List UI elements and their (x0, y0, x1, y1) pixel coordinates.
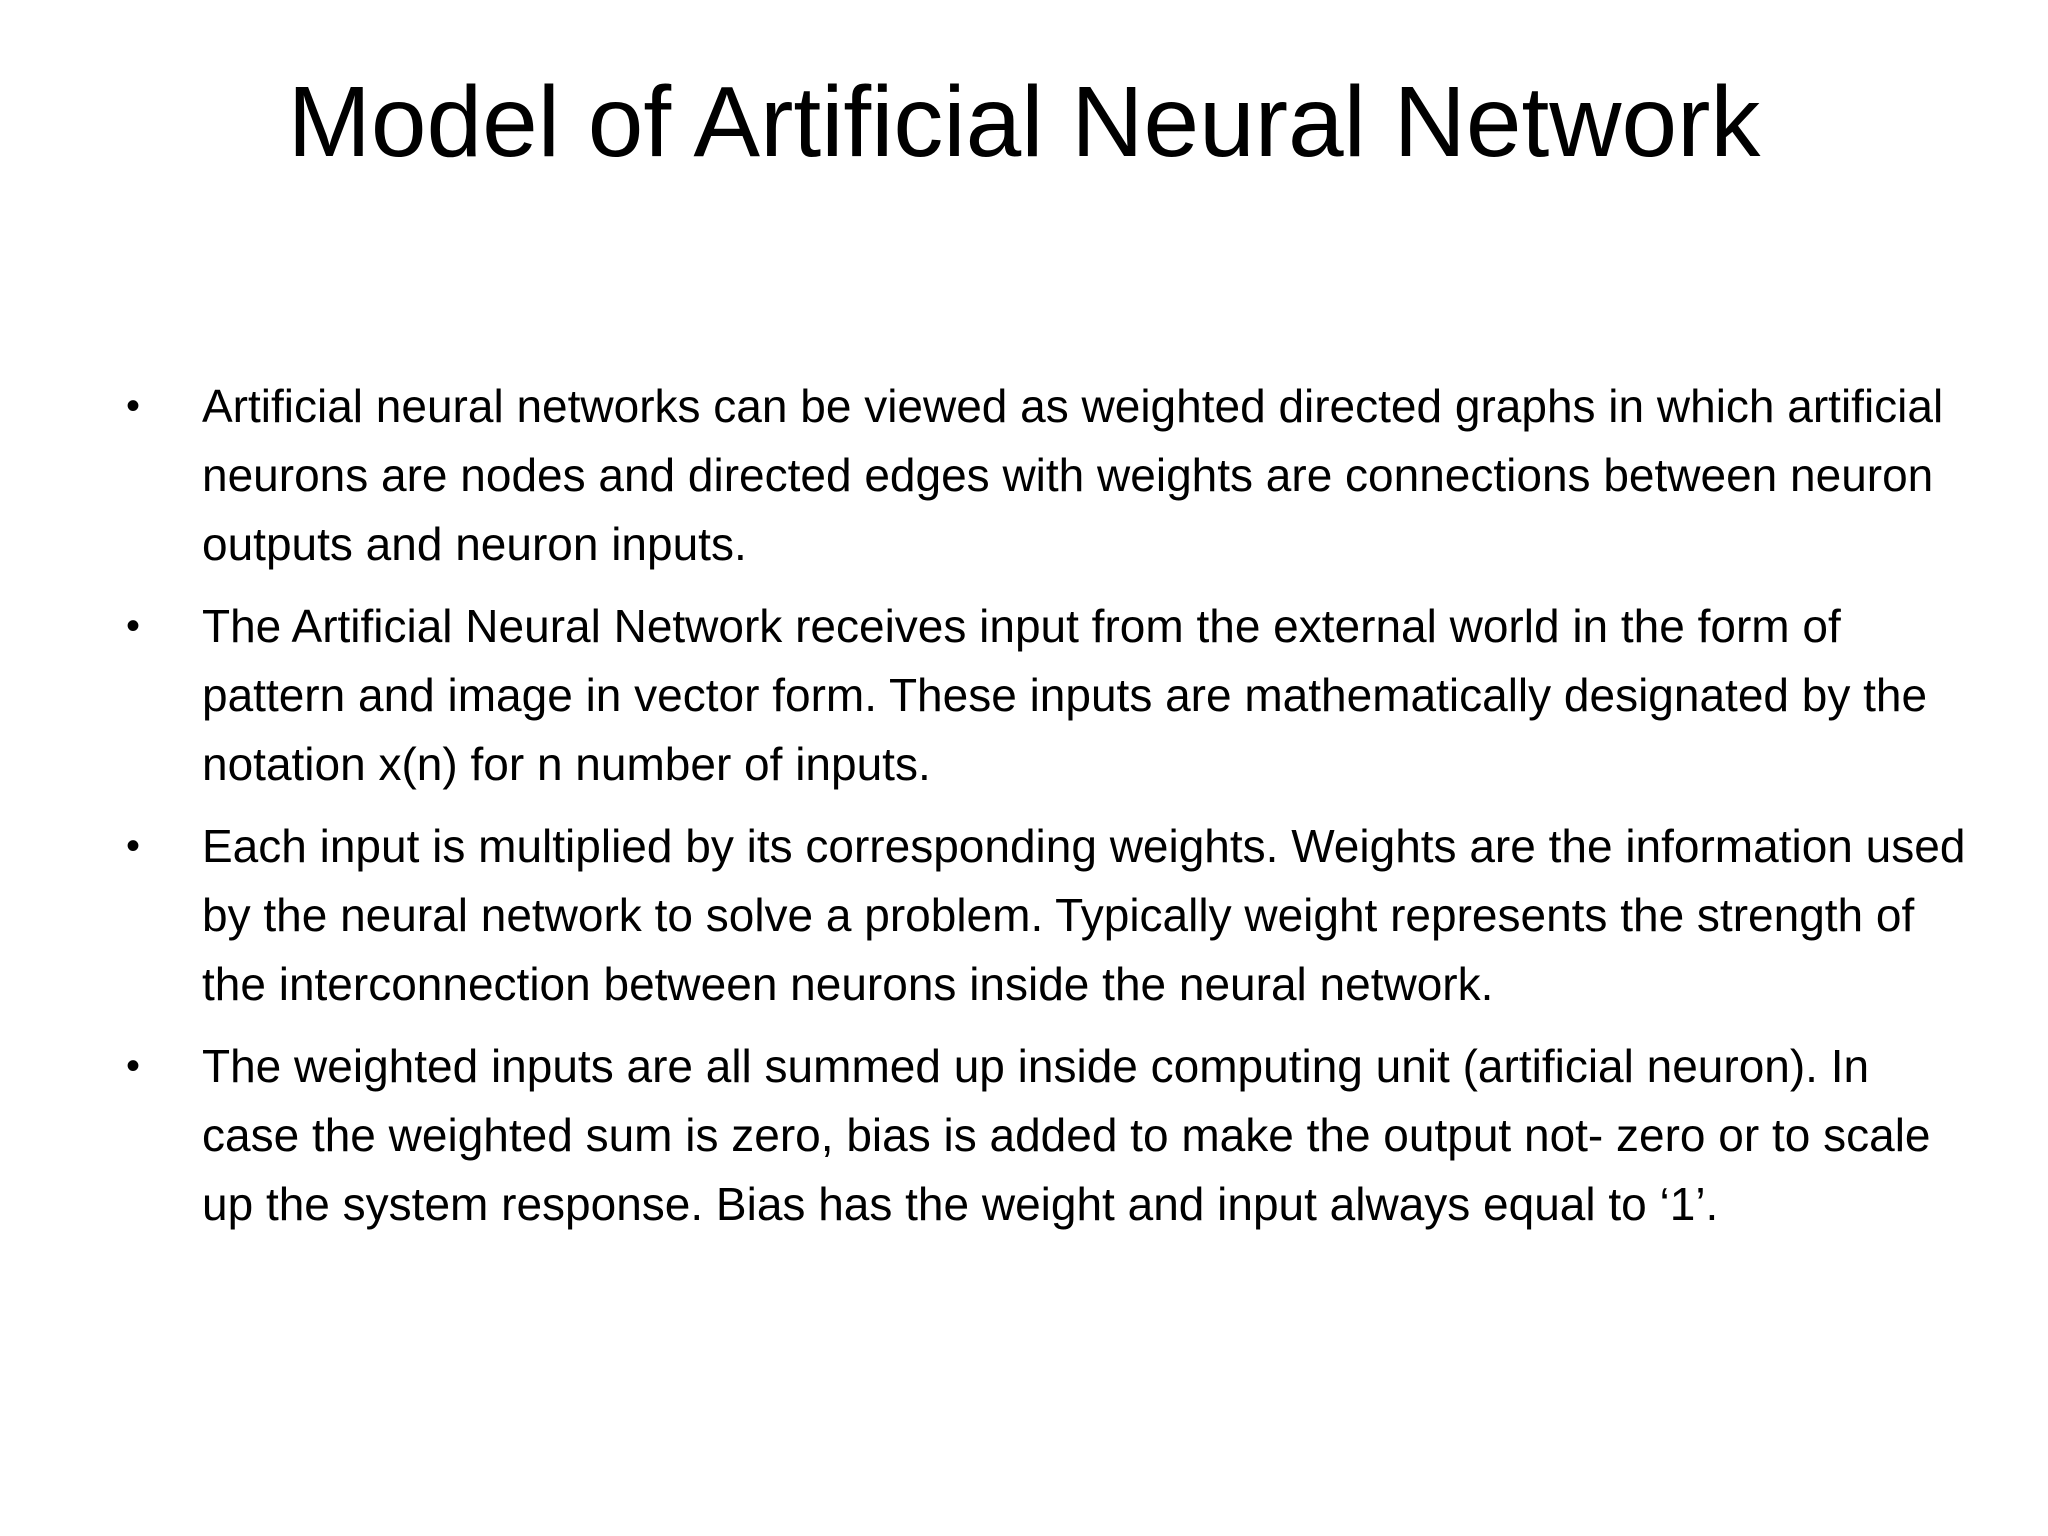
bullet-item (118, 812, 1978, 1019)
bullet-item (118, 592, 1978, 799)
bullet-icon: • (125, 1044, 140, 1088)
bullet-item (118, 1032, 1978, 1239)
bullet-text: Each input is multiplied by its corresponding weights. Weights are the information used by the neural network to solve a problem. Typically weight represents the strength of the interconnection between neurons inside the neural network. (202, 820, 1966, 1010)
bullet-text: The weighted inputs are all summed up inside computing unit (artificial neuron). In case the weighted sum is zero, bias is added to make the output not- zero or to scale up the system response. Bias has the weight and input always equal to ‘1’. (202, 1040, 1931, 1230)
bullet-item (118, 372, 1978, 579)
slide-title: Model of Artificial Neural Network (287, 66, 1761, 178)
bullet-icon: • (125, 384, 140, 428)
bullet-icon: • (125, 824, 140, 868)
bullet-text: Artificial neural networks can be viewed as weighted directed graphs in which artificial neurons are nodes and directed edges with weights are connections between neuron outputs and neuron inputs. (202, 380, 1944, 570)
bullet-text: The Artificial Neural Network receives input from the external world in the form of pattern and image in vector form. These inputs are mathematically designated by the notation x(n) for n number of inputs. (202, 600, 1928, 790)
bullet-list (118, 372, 1978, 1252)
bullet-icon: • (125, 604, 140, 648)
